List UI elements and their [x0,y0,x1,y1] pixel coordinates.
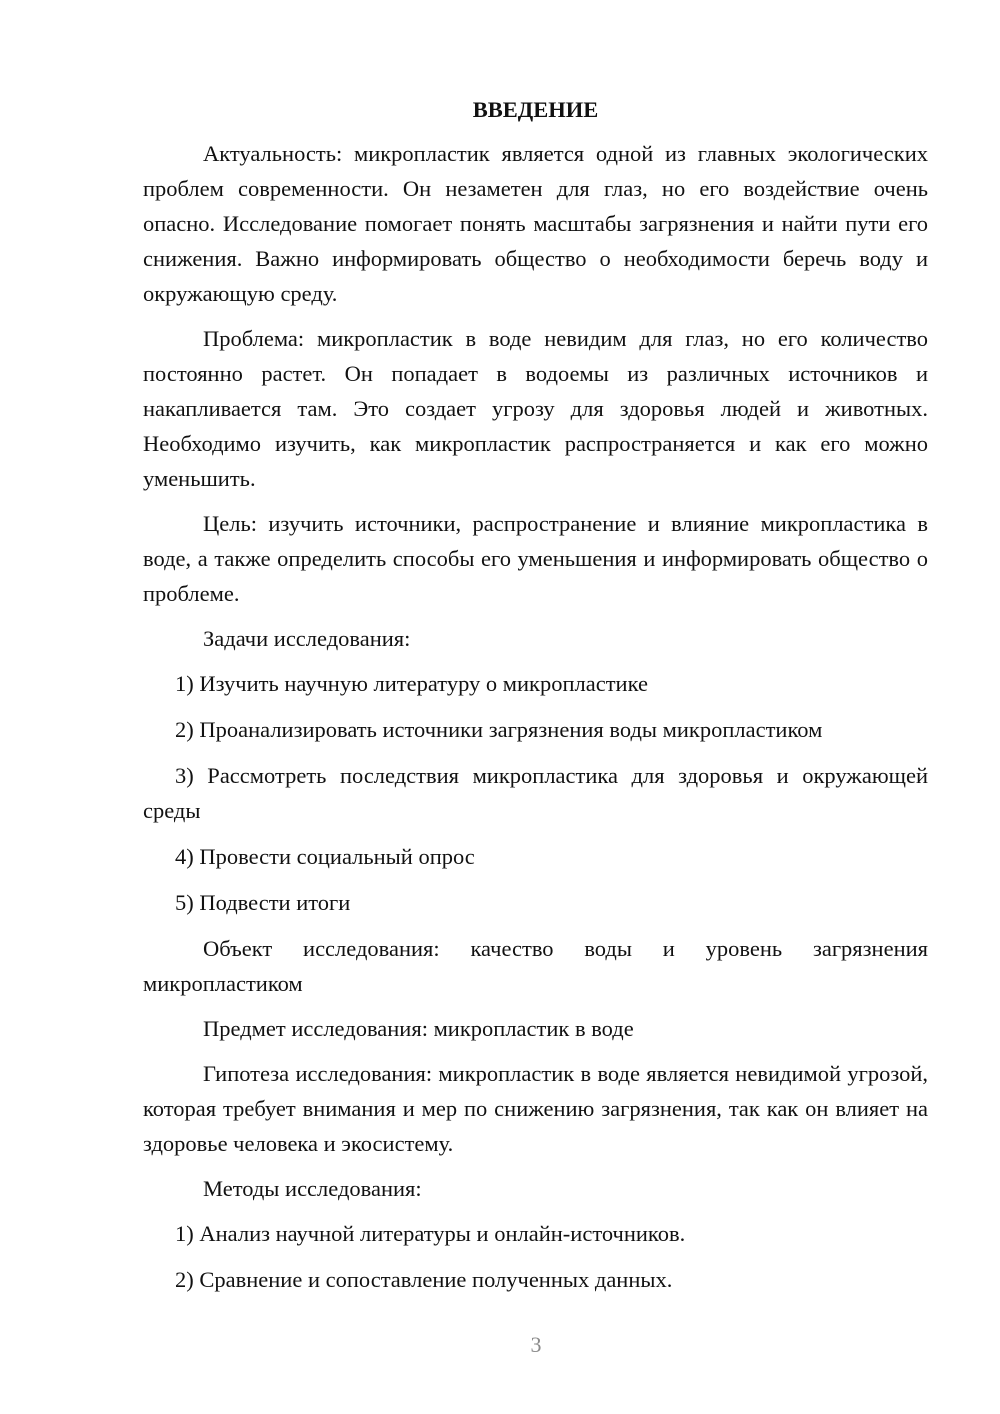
paragraph-relevance: Актуальность: микропластик является одной из главных экологических проблем современности. Он незаметен для глаз, но его воздействие очень опасно. Исследование помогает понять масштабы загрязнения и найти пути его снижения. Важно информировать общество о необходимости беречь воду и окружающую среду. [143,141,928,306]
tasks-label: Задачи исследования: [203,626,411,651]
methods-label: Методы исследования: [203,1176,422,1201]
paragraph-hypothesis: Гипотеза исследования: микропластик в воде является невидимой угрозой, которая требует внимания и мер по снижению загрязнения, так как он влияет на здоровье человека и экосистему. [143,1061,928,1156]
page-content [143,92,928,1308]
task-item-3: 3) Рассмотреть последствия микропластика для здоровья и окружающей среды [143,763,928,823]
section-heading: ВВЕДЕНИЕ [472,97,599,122]
page-number: 3 [530,1332,542,1357]
paragraph-subject: Предмет исследования: микропластик в воде [203,1016,634,1041]
paragraph-goal: Цель: изучить источники, распространение и влияние микропластика в воде, а также определить способы его уменьшения и информировать общество о проблеме. [143,511,928,606]
task-item-4: 4) Провести социальный опрос [175,844,475,869]
method-item-1: 1) Анализ научной литературы и онлайн-источников. [175,1221,686,1246]
task-item-5: 5) Подвести итоги [175,890,351,915]
method-item-2: 2) Сравнение и сопоставление полученных данных. [175,1267,673,1292]
task-item-1: 1) Изучить научную литературу о микропластике [175,671,648,696]
paragraph-object: Объект исследования: качество воды и уровень загрязнения микропластиком [143,936,928,996]
paragraph-problem: Проблема: микропластик в воде невидим для глаз, но его количество постоянно растет. Он попадает в водоемы из различных источников и накапливается там. Это создает угрозу для здоровья людей и животных. Необходимо изучить, как микропластик распространяется и как его можно уменьшить. [143,326,928,491]
task-item-2: 2) Проанализировать источники загрязнения воды микропластиком [175,717,823,742]
